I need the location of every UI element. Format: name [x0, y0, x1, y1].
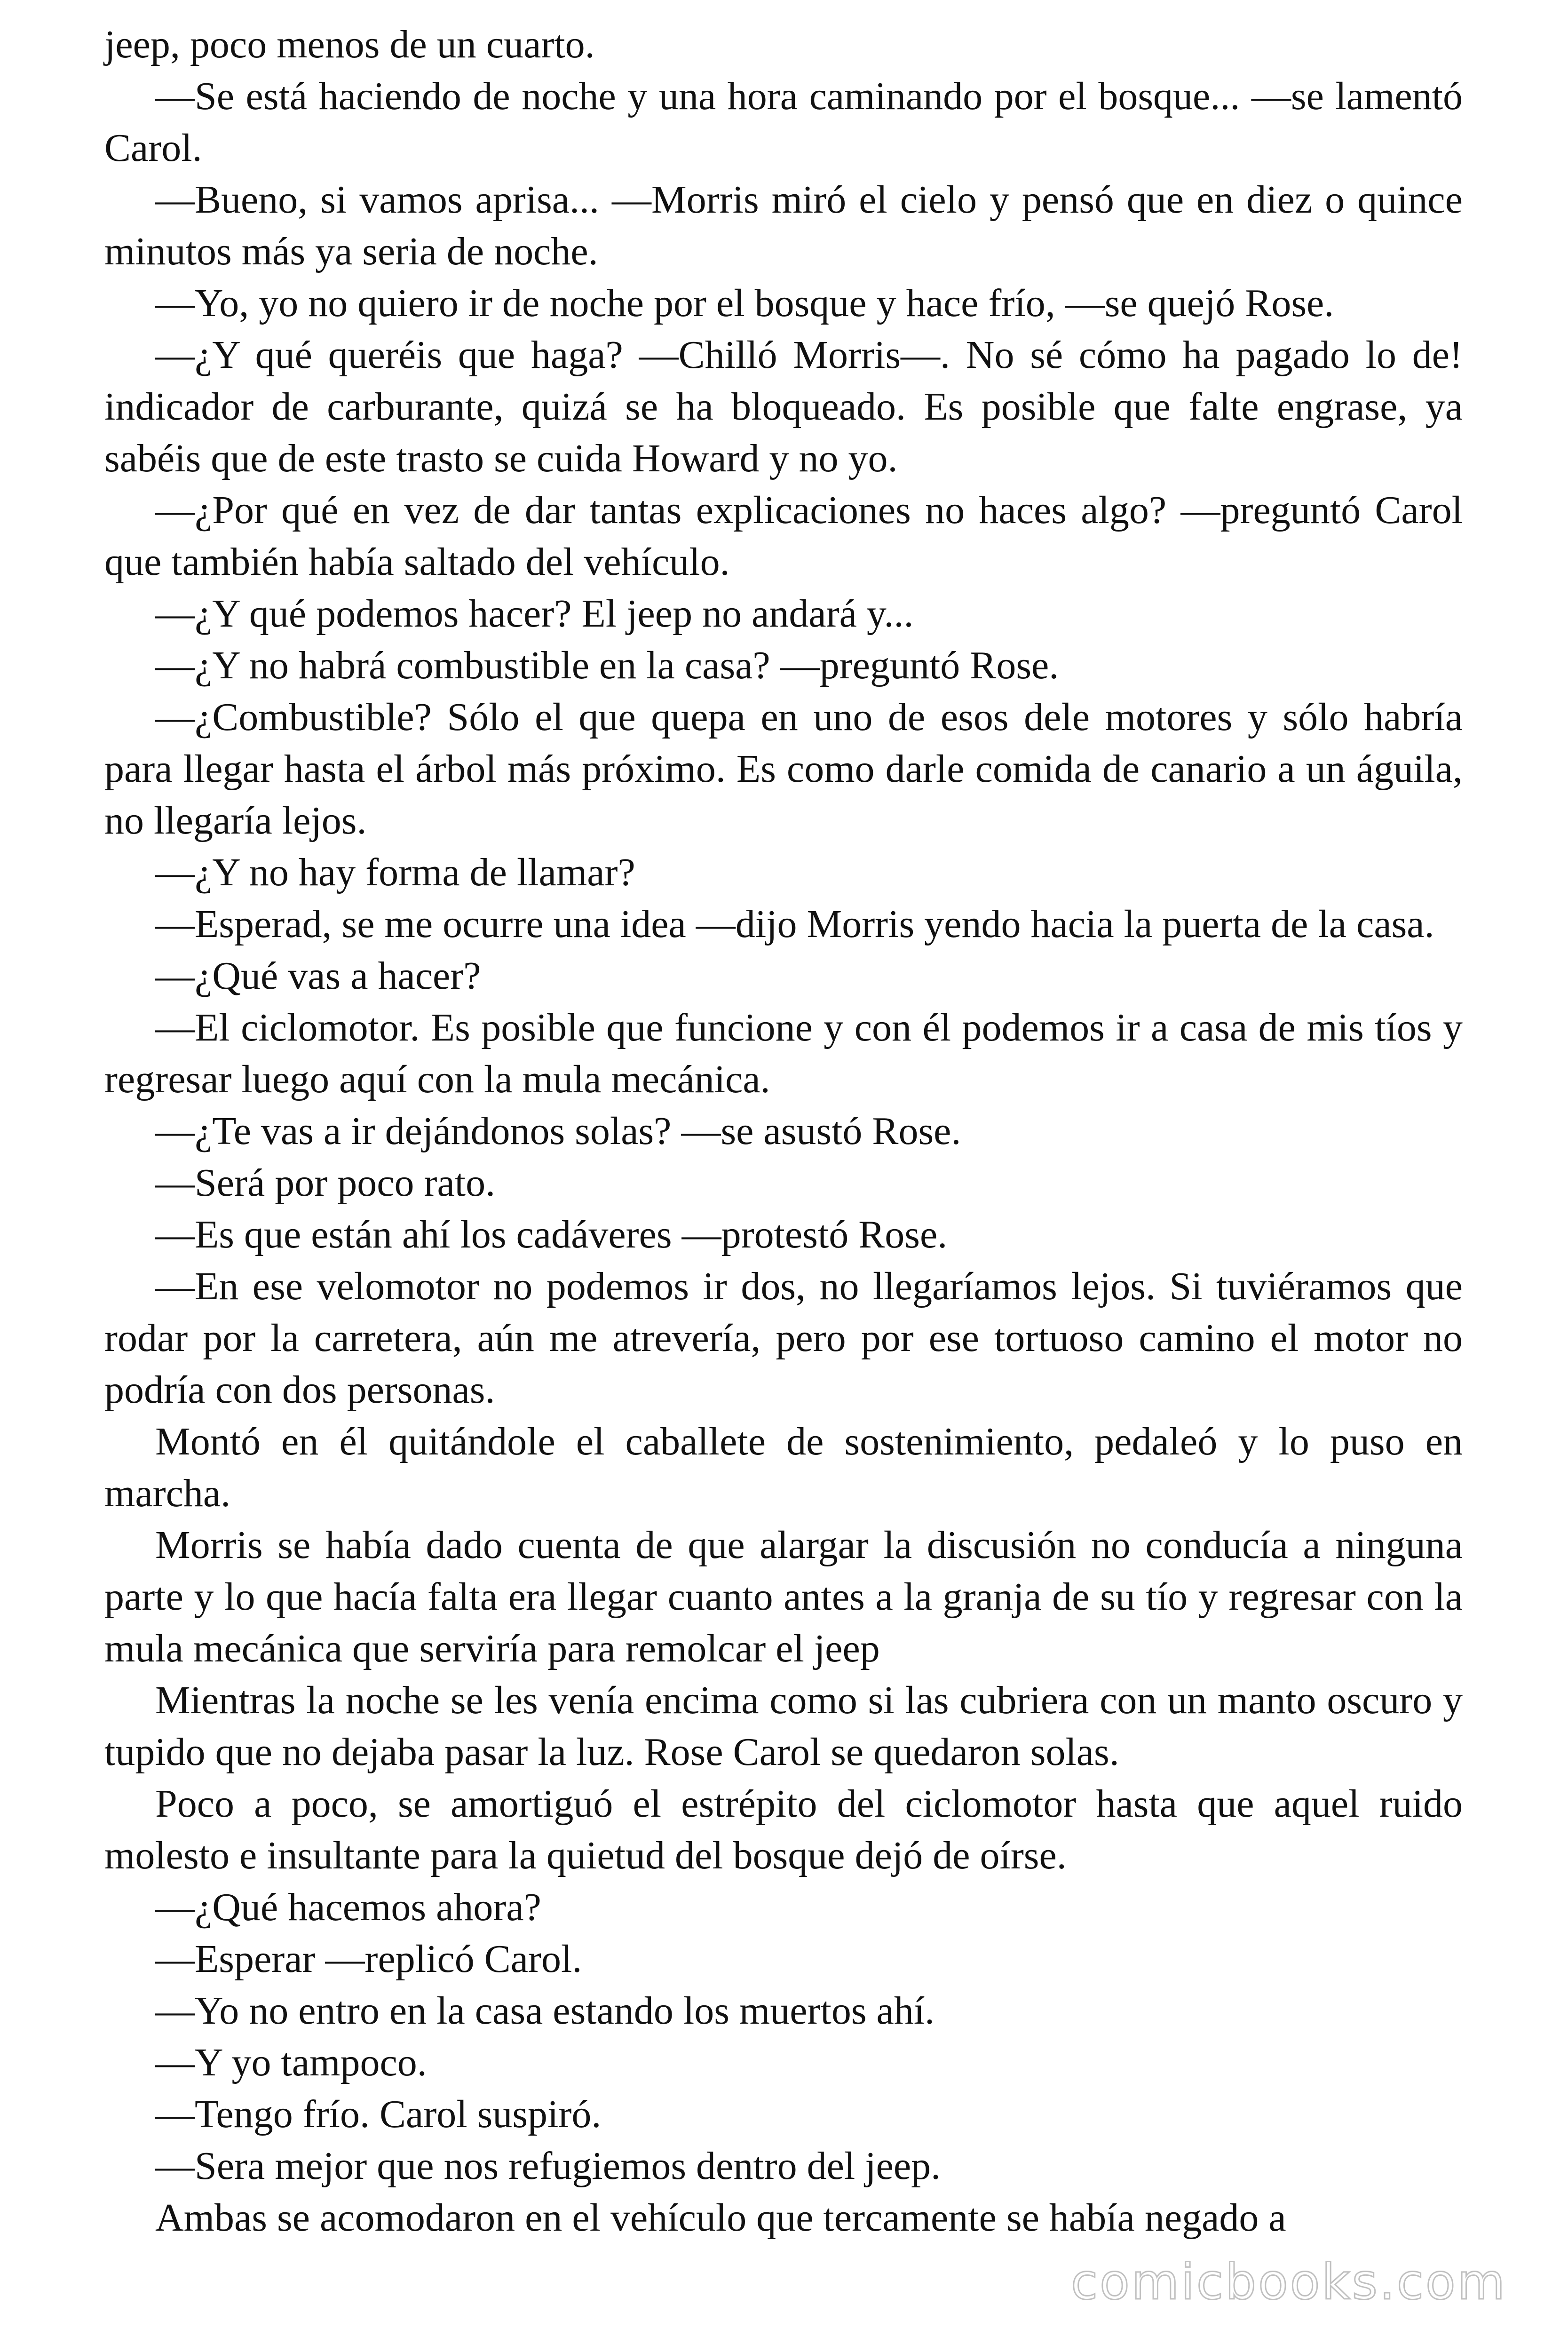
paragraph-17: —En ese velomotor no podemos ir dos, no llegaríamos lejos. Si tuviéramos que rodar por la carretera, aún me atrevería, pero por ese tortuoso camino el motor no podría con dos personas.: [104, 1264, 1463, 1412]
paragraph-15: —Será por poco rato.: [155, 1161, 496, 1205]
paragraph-23: —Esperar —replicó Carol.: [155, 1937, 582, 1981]
paragraph-1: jeep, poco menos de un cuarto.: [104, 23, 595, 66]
paragraph-21: Poco a poco, se amortiguó el estrépito del ciclomotor hasta que aquel ruido molesto e insultante para la quietud del bosque dejó de oírse.: [104, 1782, 1463, 1877]
book-page: [104, 19, 1463, 2244]
paragraph-13: —El ciclomotor. Es posible que funcione y con él podemos ir a casa de mis tíos y regresar luego aquí con la mula mecánica.: [104, 1006, 1463, 1101]
paragraph-12: —¿Qué vas a hacer?: [155, 954, 481, 998]
watermark: comicbooks.com: [1070, 2253, 1507, 2311]
paragraph-27: —Sera mejor que nos refugiemos dentro del jeep.: [155, 2144, 941, 2188]
paragraph-14: —¿Te vas a ir dejándonos solas? —se asustó Rose.: [155, 1109, 961, 1153]
paragraph-25: —Y yo tampoco.: [155, 2041, 427, 2084]
paragraph-22: —¿Qué hacemos ahora?: [155, 1885, 541, 1929]
paragraph-11: —Esperad, se me ocurre una idea —dijo Morris yendo hacia la puerta de la casa.: [155, 902, 1434, 946]
paragraph-19: Morris se había dado cuenta de que alargar la discusión no conducía a ninguna parte y lo que hacía falta era llegar cuanto antes a la granja de su tío y regresar con la mula mecánica que serviría para remolcar el jeep: [104, 1523, 1463, 1670]
paragraph-10: —¿Y no hay forma de llamar?: [155, 850, 635, 894]
paragraph-5: —¿Y qué queréis que haga? —Chilló Morris—. No sé cómo ha pagado lo de! indicador de carburante, quizá se ha bloqueado. Es posible que falte engrase, ya sabéis que de este trasto se cuida Howard y no yo.: [104, 333, 1463, 480]
paragraph-16: —Es que están ahí los cadáveres —protestó Rose.: [155, 1213, 948, 1256]
paragraph-4: —Yo, yo no quiero ir de noche por el bosque y hace frío, —se quejó Rose.: [155, 281, 1334, 325]
paragraph-6: —¿Por qué en vez de dar tantas explicaciones no haces algo? —preguntó Carol que también había saltado del vehículo.: [104, 488, 1463, 584]
paragraph-18: Montó en él quitándole el caballete de sostenimiento, pedaleó y lo puso en marcha.: [104, 1420, 1463, 1515]
paragraph-7: —¿Y qué podemos hacer? El jeep no andará y...: [155, 592, 914, 636]
paragraph-8: —¿Y no habrá combustible en la casa? —preguntó Rose.: [155, 644, 1059, 687]
paragraph-26: —Tengo frío. Carol suspiró.: [155, 2092, 602, 2136]
paragraph-3: —Bueno, si vamos aprisa... —Morris miró el cielo y pensó que en diez o quince minutos más ya seria de noche.: [104, 178, 1463, 273]
paragraph-2: —Se está haciendo de noche y una hora caminando por el bosque... —se lamentó Carol.: [104, 74, 1463, 170]
paragraph-24: —Yo no entro en la casa estando los muertos ahí.: [155, 1989, 935, 2033]
paragraph-28: Ambas se acomodaron en el vehículo que tercamente se había negado a: [155, 2196, 1286, 2240]
paragraph-9: —¿Combustible? Sólo el que quepa en uno de esos dele motores y sólo habría para llegar hasta el árbol más próximo. Es como darle comida de canario a un águila, no llegaría lejos.: [104, 695, 1463, 842]
paragraph-20: Mientras la noche se les venía encima como si las cubriera con un manto oscuro y tupido que no dejaba pasar la luz. Rose Carol se quedaron solas.: [104, 1678, 1463, 1774]
